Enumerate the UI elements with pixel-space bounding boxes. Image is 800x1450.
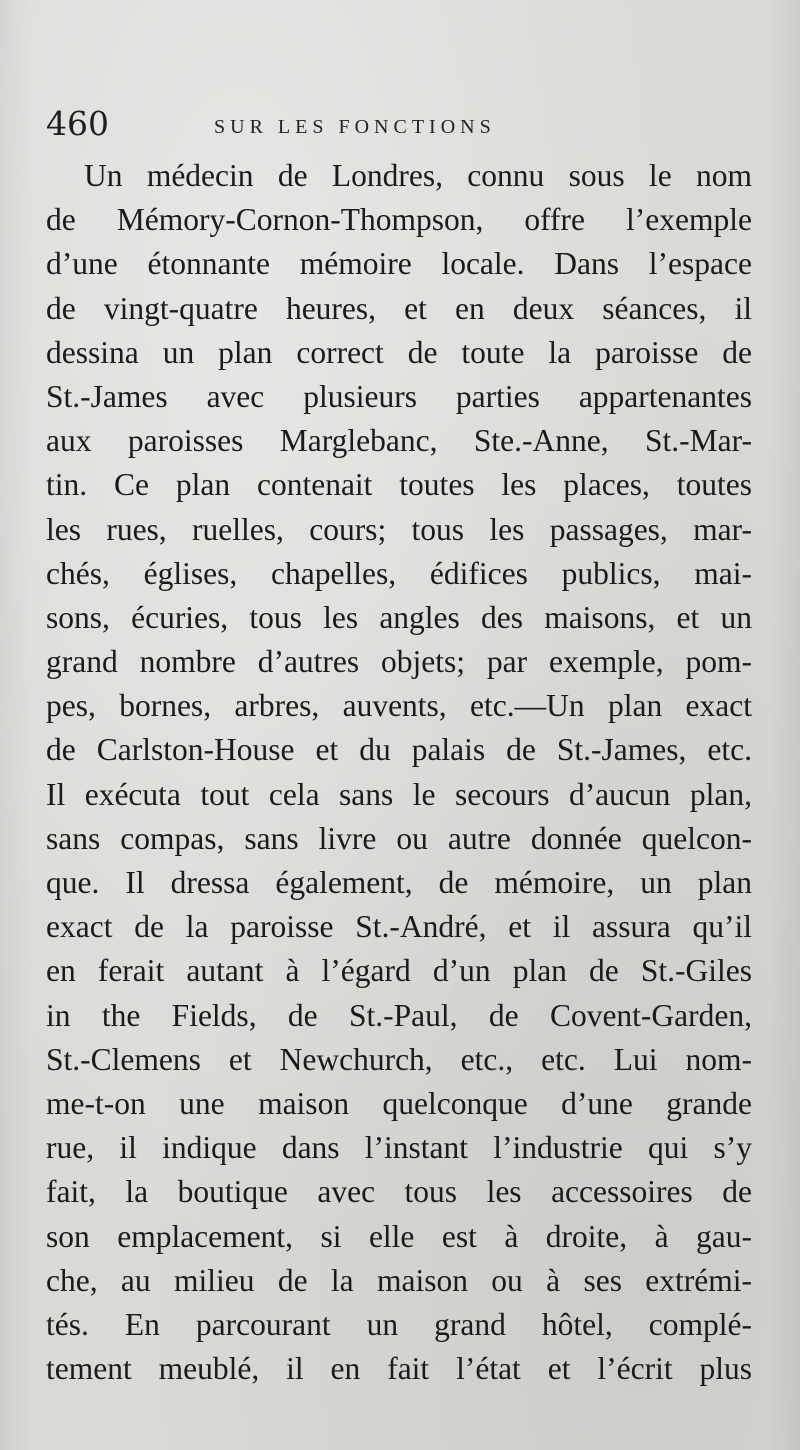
text-line: St.-Clemens et Newchurch, etc., etc. Lui nom- xyxy=(46,1041,752,1077)
text-line: chés, églises, chapelles, édifices publics, mai- xyxy=(46,555,752,591)
text-line: St.-James avec plusieurs parties appartenantes xyxy=(46,378,752,414)
text-line: pes, bornes, arbres, auvents, etc.—Un plan exact xyxy=(46,688,752,724)
text-line: grand nombre d’autres objets; par exemple, pom- xyxy=(46,644,752,680)
text-line: en ferait autant à l’égard d’un plan de St.-Giles xyxy=(46,953,752,989)
text-line: exact de la paroisse St.-André, et il assura qu’il xyxy=(46,909,752,945)
text-line: tin. Ce plan contenait toutes les places, toutes xyxy=(46,467,752,503)
text-line: che, au milieu de la maison ou à ses extrémi- xyxy=(46,1262,752,1298)
running-title: SUR LES FONCTIONS xyxy=(214,116,496,138)
text-line: Il exécuta tout cela sans le secours d’aucun plan, xyxy=(46,776,752,812)
text-line: de Mémory-Cornon-Thompson, offre l’exemple xyxy=(46,202,752,238)
text-line: dessina un plan correct de toute la paroisse de xyxy=(46,334,752,370)
page-number: 460 xyxy=(46,104,109,143)
text-line: tés. En parcourant un grand hôtel, complé- xyxy=(46,1306,752,1342)
text-line: fait, la boutique avec tous les accessoires de xyxy=(46,1174,752,1210)
text-line: de vingt-quatre heures, et en deux séances, il xyxy=(46,290,752,326)
text-line: sans compas, sans livre ou autre donnée quelcon- xyxy=(46,820,752,856)
text-line: son emplacement, si elle est à droite, à gau- xyxy=(46,1218,752,1254)
text-line: sons, écuries, tous les angles des maisons, et un xyxy=(46,599,752,635)
text-line: d’une étonnante mémoire locale. Dans l’espace xyxy=(46,246,752,282)
text-line: de Carlston-House et du palais de St.-James, etc. xyxy=(46,732,752,768)
text-line: les rues, ruelles, cours; tous les passages, mar- xyxy=(46,511,752,547)
text-line: aux paroisses Marglebanc, Ste.-Anne, St.-Mar- xyxy=(46,423,752,459)
body-text xyxy=(46,154,752,1391)
text-line: rue, il indique dans l’instant l’industrie qui s’y xyxy=(46,1130,752,1166)
text-line: que. Il dressa également, de mémoire, un plan xyxy=(46,865,752,900)
running-head xyxy=(46,100,766,150)
text-line: me-t-on une maison quelconque d’une grande xyxy=(46,1085,752,1121)
text-line: Un médecin de Londres, connu sous le nom xyxy=(84,158,752,193)
text-line: tement meublé, il en fait l’état et l’écrit plus xyxy=(46,1351,752,1387)
text-line: in the Fields, de St.-Paul, de Covent-Garden, xyxy=(46,997,752,1033)
